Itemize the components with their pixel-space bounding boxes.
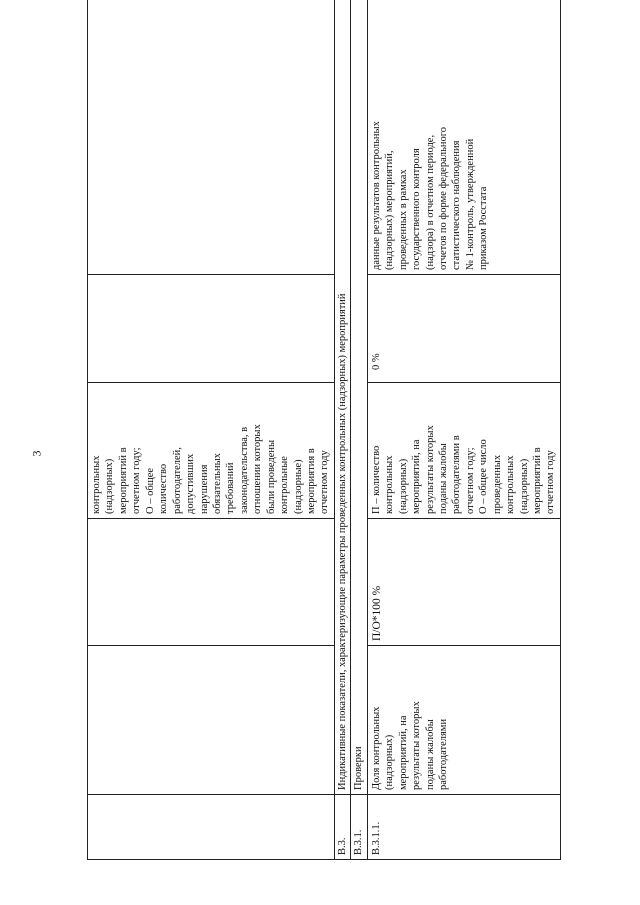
description-line: требований [225,462,237,514]
description-line: (надзорные) [292,459,304,514]
description-line: (надзорных) [104,458,116,514]
page-number: 3 [29,450,44,457]
description-line: контрольные [279,456,291,514]
indicator-description-line: (надзорных) [397,458,409,514]
description-line: контрольных [91,455,102,514]
data-source-line: (надзора) в отчетном периоде, [424,134,436,270]
indicator-description [367,383,560,519]
indicator-description-line: результаты которых [424,425,436,514]
indicator-description-line: мероприятий в [532,447,543,514]
cell-formula-empty [88,519,335,646]
indicator-description-line: О – общее число [478,439,490,514]
section-title-b3: Индикативные показатели, характеризующие параметры проведенных контрольных (надзорных) мероприятий [334,0,350,795]
description-line: отчетном году; [131,447,143,514]
description-line: обязательных [211,453,223,514]
indicator-name-line: Доля контрольных [370,706,382,790]
indicator-description-line: П – количество [370,445,382,514]
description-line: были проведены [265,439,277,514]
indicator-name-line: работодателями [437,718,449,790]
data-source-line: данные результатов контрольных [370,121,382,270]
data-source [367,0,560,275]
section-code-b3: В.3. [334,795,350,860]
description-text-block [90,387,332,514]
indicator-formula: П/О*100 % [367,519,560,646]
description-line: мероприятия в [306,448,317,514]
description-line: допустивших [185,453,197,514]
data-source-line: приказом Росстата [478,186,490,270]
table-row-continuation [88,0,335,860]
indicator-description-line: отчетном году [545,450,557,514]
row-code-b311: В.3.1.1. [367,795,560,860]
section-row-b31 [351,0,367,860]
section-row-b3 [334,0,350,860]
description-line: работодателей, [171,447,183,514]
indicator-name-line: (надзорных) [384,734,396,790]
indicator-name [367,646,560,795]
indicator-description-line: поданы жалобы [437,443,449,514]
data-source-line: (надзорных) мероприятий, [384,150,396,270]
indicator-description-line: работодателями в [451,435,463,514]
cell-description-continuation [88,383,335,519]
cell-code-empty [88,795,335,860]
cell-value-empty [88,275,335,383]
cell-source-empty [88,0,335,275]
data-source-line: государственного контроля [411,148,423,270]
indicator-table [87,0,561,860]
data-source-line: № 1-контроль, утвержденной [464,138,476,270]
description-line: отношении которых [252,424,264,514]
indicator-description-line: проведенных [491,454,503,514]
indicator-description-line: контрольных [505,455,517,514]
description-line: мероприятий в [117,447,129,514]
indicator-description-line: (надзорных) [518,458,530,514]
data-source-line: проведенных в рамках [397,169,409,270]
table-row-b311 [367,0,560,860]
indicator-description-line: мероприятий, на [411,439,423,514]
indicator-description-line: контрольных [384,455,396,514]
description-line: количество [158,463,170,514]
indicator-name-line: поданы жалобы [424,719,436,790]
indicator-description-line: отчетном году; [464,447,476,514]
cell-name-empty [88,646,335,795]
target-value: 0 % [367,275,560,383]
indicator-name-line: результаты которых [411,701,423,790]
description-line: законодательства, в [238,426,250,514]
section-title-b31: Проверки [351,0,367,795]
data-source-line: статистического наблюдения [451,140,463,270]
section-code-b31: В.3.1. [351,795,367,860]
data-source-line: отчетов по форме федерального [437,126,449,270]
description-line: О – общее [144,467,156,514]
rotated-page-content [87,48,557,860]
indicator-name-line: мероприятий, на [397,715,409,790]
description-line: нарушения [198,464,210,514]
description-line: отчетном году [319,450,331,514]
